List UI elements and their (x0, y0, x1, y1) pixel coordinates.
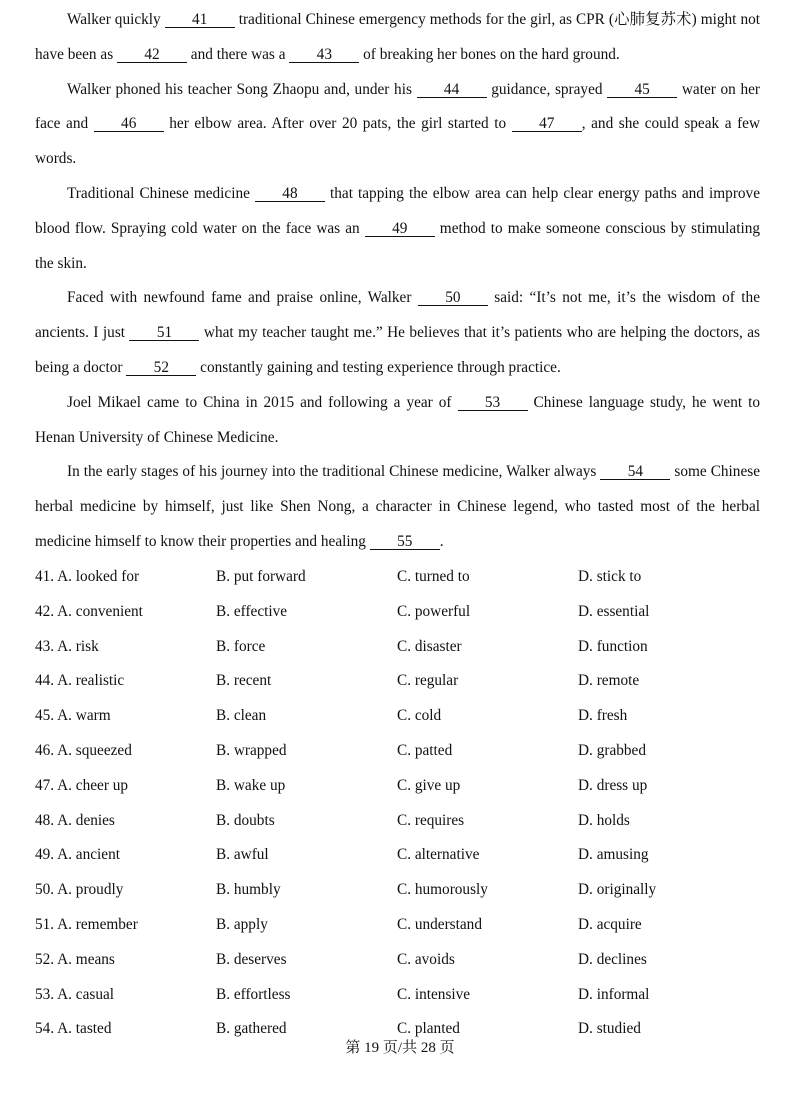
blank-42: 42 (117, 47, 187, 63)
option-b: B. deserves (216, 950, 287, 968)
option-d: D. remote (578, 672, 640, 690)
option-d: D. acquire (578, 915, 642, 933)
option-b: B. effective (216, 602, 288, 620)
option-c: C. humorously (397, 881, 488, 899)
question-options-row (35, 838, 775, 873)
option-b: B. wake up (216, 776, 286, 794)
question-options-row (35, 978, 775, 1013)
option-d: D. stick to (578, 568, 642, 585)
option-c: C. disaster (397, 637, 462, 655)
blank-46: 46 (94, 116, 164, 132)
blank-53: 53 (458, 395, 528, 411)
option-b: B. recent (216, 672, 272, 690)
page-footer: 第 19 页/共 28 页 (345, 1040, 455, 1056)
option-d: D. originally (578, 881, 657, 899)
passage-paragraph (35, 73, 760, 177)
option-a: 45. A. warm (35, 707, 111, 725)
option-b: B. clean (216, 707, 267, 725)
question-options-row (35, 734, 775, 769)
passage-text: guidance, sprayed (486, 80, 608, 98)
blank-43: 43 (289, 47, 359, 63)
passage-text: and there was a (186, 45, 290, 63)
passage-paragraph (35, 177, 760, 281)
blank-41: 41 (165, 12, 235, 28)
option-b: B. put forward (216, 568, 306, 585)
option-c: C. regular (397, 672, 459, 690)
passage-text: Faced with newfound fame and praise online, Walker (67, 289, 418, 307)
blank-44: 44 (417, 82, 487, 98)
passage-text: that tapping the elbow area can help clear energy paths and improve blood flow. Spraying cold water on the face was an (35, 184, 760, 237)
option-a: 50. A. proudly (35, 881, 124, 899)
option-c: C. patted (397, 741, 453, 759)
passage-paragraph (35, 455, 760, 559)
option-c: C. give up (397, 776, 461, 794)
option-d: D. studied (578, 1020, 641, 1038)
option-b: B. force (216, 637, 266, 655)
option-d: D. dress up (578, 776, 648, 794)
passage-text: Joel Mikael came to China in 2015 and following a year of (67, 393, 458, 411)
passage-paragraph (35, 386, 760, 456)
option-a: 54. A. tasted (35, 1020, 112, 1038)
blank-49: 49 (365, 221, 435, 237)
question-options-row (35, 699, 775, 734)
option-a: 46. A. squeezed (35, 741, 132, 759)
option-a: 49. A. ancient (35, 846, 120, 864)
passage-paragraph (35, 3, 760, 73)
passage-text: her elbow area. After over 20 pats, the girl started to (163, 115, 512, 133)
option-b: B. gathered (216, 1020, 287, 1038)
option-c: C. avoids (397, 950, 455, 968)
option-b: B. wrapped (216, 741, 287, 759)
blank-54: 54 (600, 464, 670, 480)
blank-52: 52 (126, 360, 196, 376)
option-d: D. essential (578, 602, 650, 620)
passage-text: water on her face and (35, 80, 760, 133)
passage-text: what my teacher taught me.” He believes that it’s patients who are helping the doctors, as being a doctor (35, 324, 760, 376)
option-a: 53. A. casual (35, 985, 115, 1003)
passage-text: , and she could speak a few words. (35, 115, 760, 168)
question-options-row (35, 804, 775, 839)
option-b: B. doubts (216, 811, 275, 829)
option-c: C. understand (397, 915, 482, 933)
option-d: D. fresh (578, 707, 628, 725)
passage-text: constantly gaining and testing experience through practice. (196, 358, 561, 376)
question-options-row (35, 769, 775, 804)
option-a: 43. A. risk (35, 637, 99, 655)
passage-text: some Chinese herbal medicine by himself, just like Shen Nong, a character in Chinese legend, who tasted most of the herbal medicine himself to know their properties and healing (35, 463, 760, 550)
option-c: C. planted (397, 1020, 460, 1038)
option-c: C. cold (397, 707, 442, 725)
option-d: D. grabbed (578, 741, 646, 759)
option-a: 44. A. realistic (35, 672, 125, 690)
passage-text: . (439, 532, 444, 550)
blank-47: 47 (512, 116, 582, 132)
question-options-row (35, 664, 775, 699)
option-c: C. requires (397, 811, 465, 829)
option-a: 48. A. denies (35, 811, 115, 829)
passage-text: method to make someone conscious by stimulating the skin. (35, 219, 761, 272)
passage-text: Chinese language study, he went to Henan University of Chinese Medicine. (35, 393, 760, 446)
question-options-row (35, 595, 775, 630)
passage-text: In the early stages of his journey into the traditional Chinese medicine, Walker always (67, 463, 601, 481)
question-options-row (35, 873, 775, 908)
passage-text: Walker phoned his teacher Song Zhaopu and, under his (67, 80, 417, 98)
question-options-row (35, 560, 775, 595)
option-c: C. turned to (397, 568, 470, 585)
option-b: B. awful (216, 846, 269, 864)
blank-51: 51 (129, 325, 199, 341)
passage-text: Traditional Chinese medicine (67, 184, 255, 202)
passage-paragraph (35, 281, 760, 385)
option-d: D. declines (578, 950, 647, 968)
passage-text: traditional Chinese emergency methods for the girl, as CPR (心肺复苏术) might not have been as (35, 11, 760, 63)
option-d: D. function (578, 637, 648, 655)
cloze-passage (35, 3, 760, 560)
passage-text: said: “It’s not me, it’s the wisdom of the ancients. I just (35, 289, 760, 342)
option-c: C. alternative (397, 846, 480, 864)
question-options-row (35, 630, 775, 665)
answer-options (35, 560, 775, 1047)
option-d: D. amusing (578, 846, 649, 864)
question-options-row (35, 943, 775, 978)
option-a: 47. A. cheer up (35, 776, 129, 794)
passage-text: of breaking her bones on the hard ground. (359, 45, 620, 63)
option-a: 42. A. convenient (35, 602, 143, 620)
option-c: C. powerful (397, 602, 471, 620)
option-b: B. effortless (216, 985, 291, 1003)
option-b: B. humbly (216, 881, 281, 899)
option-d: D. informal (578, 985, 650, 1003)
blank-50: 50 (418, 290, 488, 306)
option-a: 52. A. means (35, 950, 115, 968)
option-a: 51. A. remember (35, 915, 138, 933)
option-d: D. holds (578, 811, 630, 829)
blank-48: 48 (255, 186, 325, 202)
option-b: B. apply (216, 915, 268, 933)
option-a: 41. A. looked for (35, 568, 140, 585)
passage-text: Walker quickly (67, 11, 165, 28)
question-options-row (35, 908, 775, 943)
blank-55: 55 (370, 534, 440, 550)
option-c: C. intensive (397, 985, 471, 1003)
blank-45: 45 (607, 82, 677, 98)
